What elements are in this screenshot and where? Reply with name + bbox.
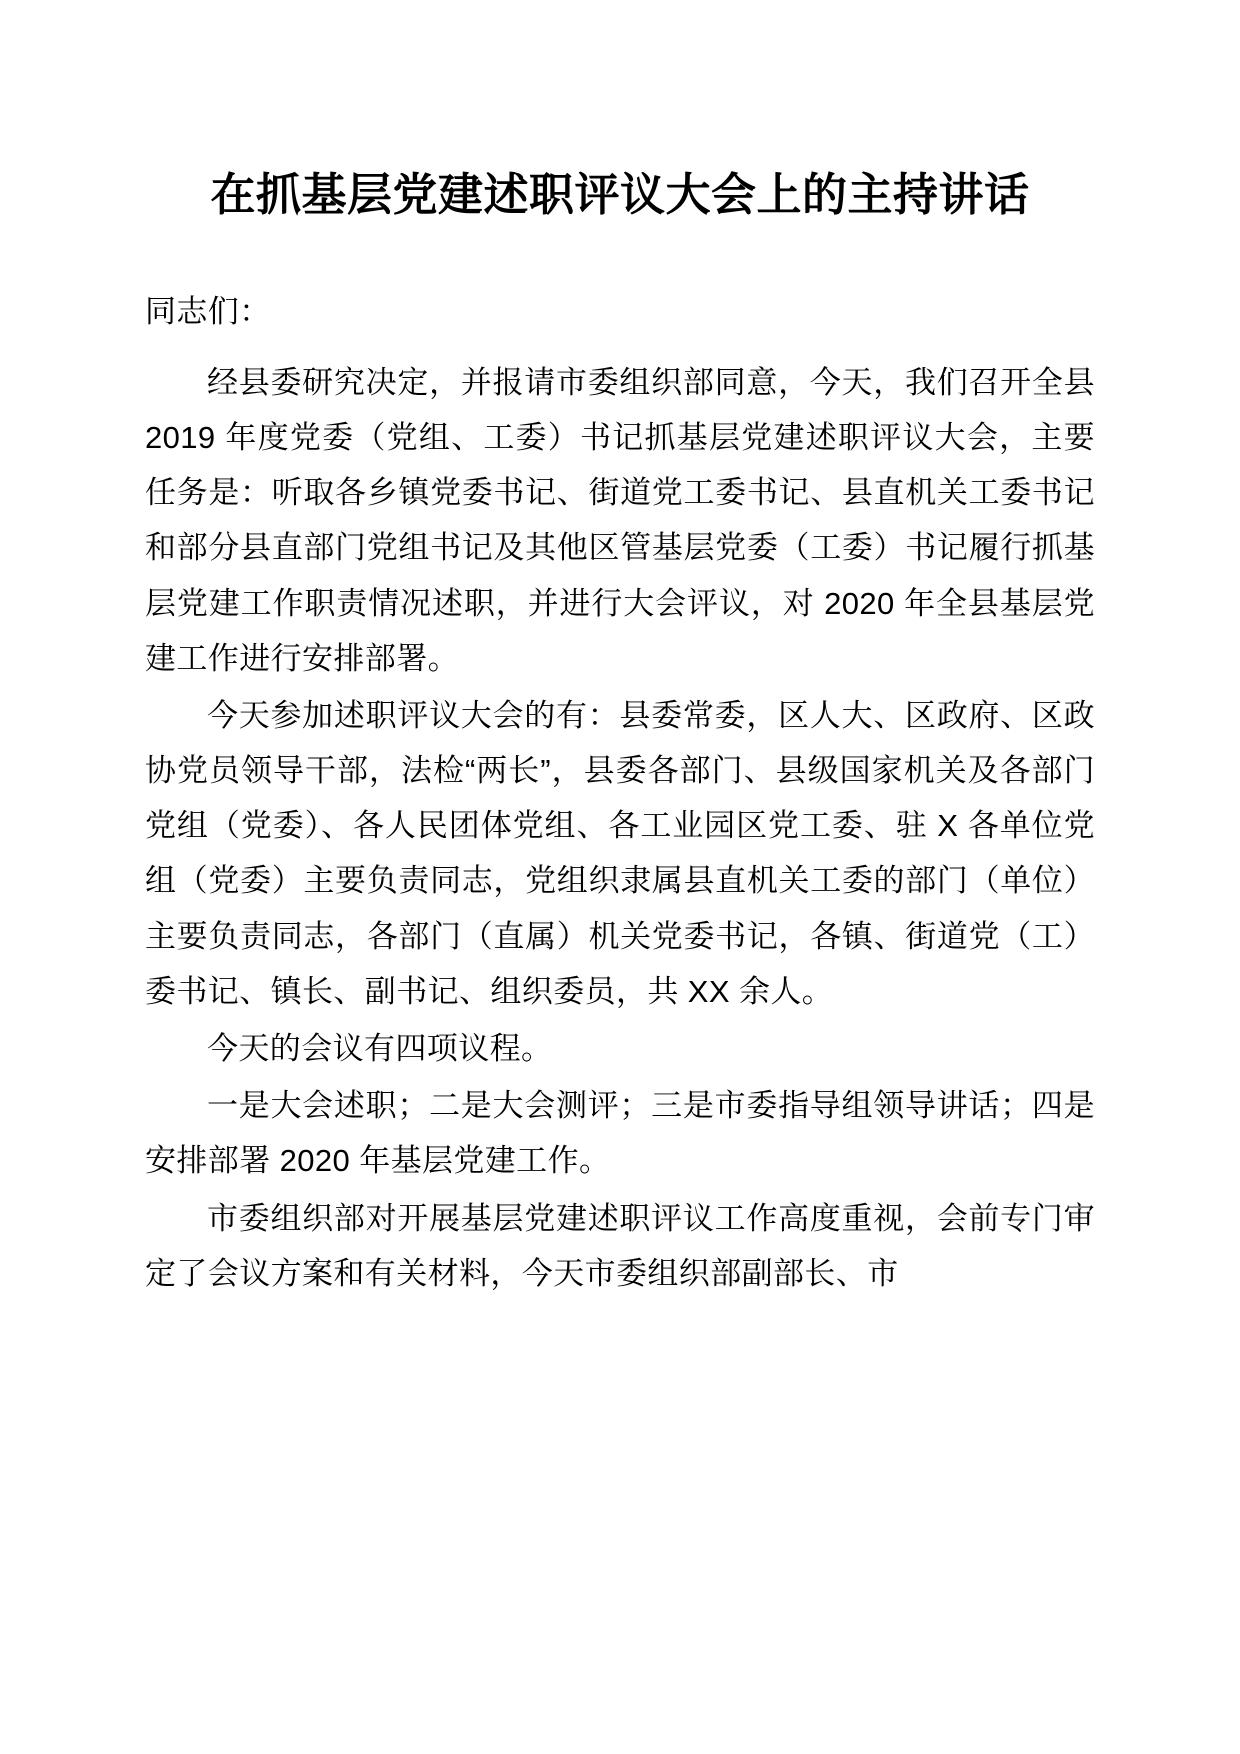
body-paragraph: 今天的会议有四项议程。 bbox=[207, 1030, 553, 1066]
page-title: 在抓基层党建述职评议大会上的主持讲话 bbox=[210, 169, 1030, 220]
salutation: 同志们： bbox=[145, 293, 271, 329]
body-paragraph: 市委组织部对开展基层党建述职评议工作高度重视，会前专门审定了会议方案和有关材料，今天市委组织部副部长、市 bbox=[145, 1200, 1095, 1291]
body-paragraph: 经县委研究决定，并报请市委组织部同意，今天，我们召开全县 2019 年度党委（党组、工委）书记抓基层党建述职评议大会，主要任务是：听取各乡镇党委书记、街道党工委书记、县直机关工委书记和部分县直部门党组书记及其他区管基层党委（工委）书记履行抓基层党建工作职责情况述职，并进行大会评议，对 2020 年全县基层党建工作进行安排部署。 bbox=[145, 364, 1095, 676]
body-paragraph: 一是大会述职；二是大会测评；三是市委指导组领导讲话；四是安排部署 2020 年基层党建工作。 bbox=[145, 1088, 1095, 1179]
body-paragraph: 今天参加述职评议大会的有：县委常委，区人大、区政府、区政协党员领导干部，法检“两长”，县委各部门、县级国家机关及各部门党组（党委）、各人民团体党组、各工业园区党工委、驻 X 各单位党组（党委）主要负责同志，党组织隶属县直机关工委的部门（单位）主要负责同志，各部门（直属）机关党委书记，各镇、街道党（工）委书记、镇长、副书记、组织委员，共 XX 余人。 bbox=[145, 697, 1095, 1009]
